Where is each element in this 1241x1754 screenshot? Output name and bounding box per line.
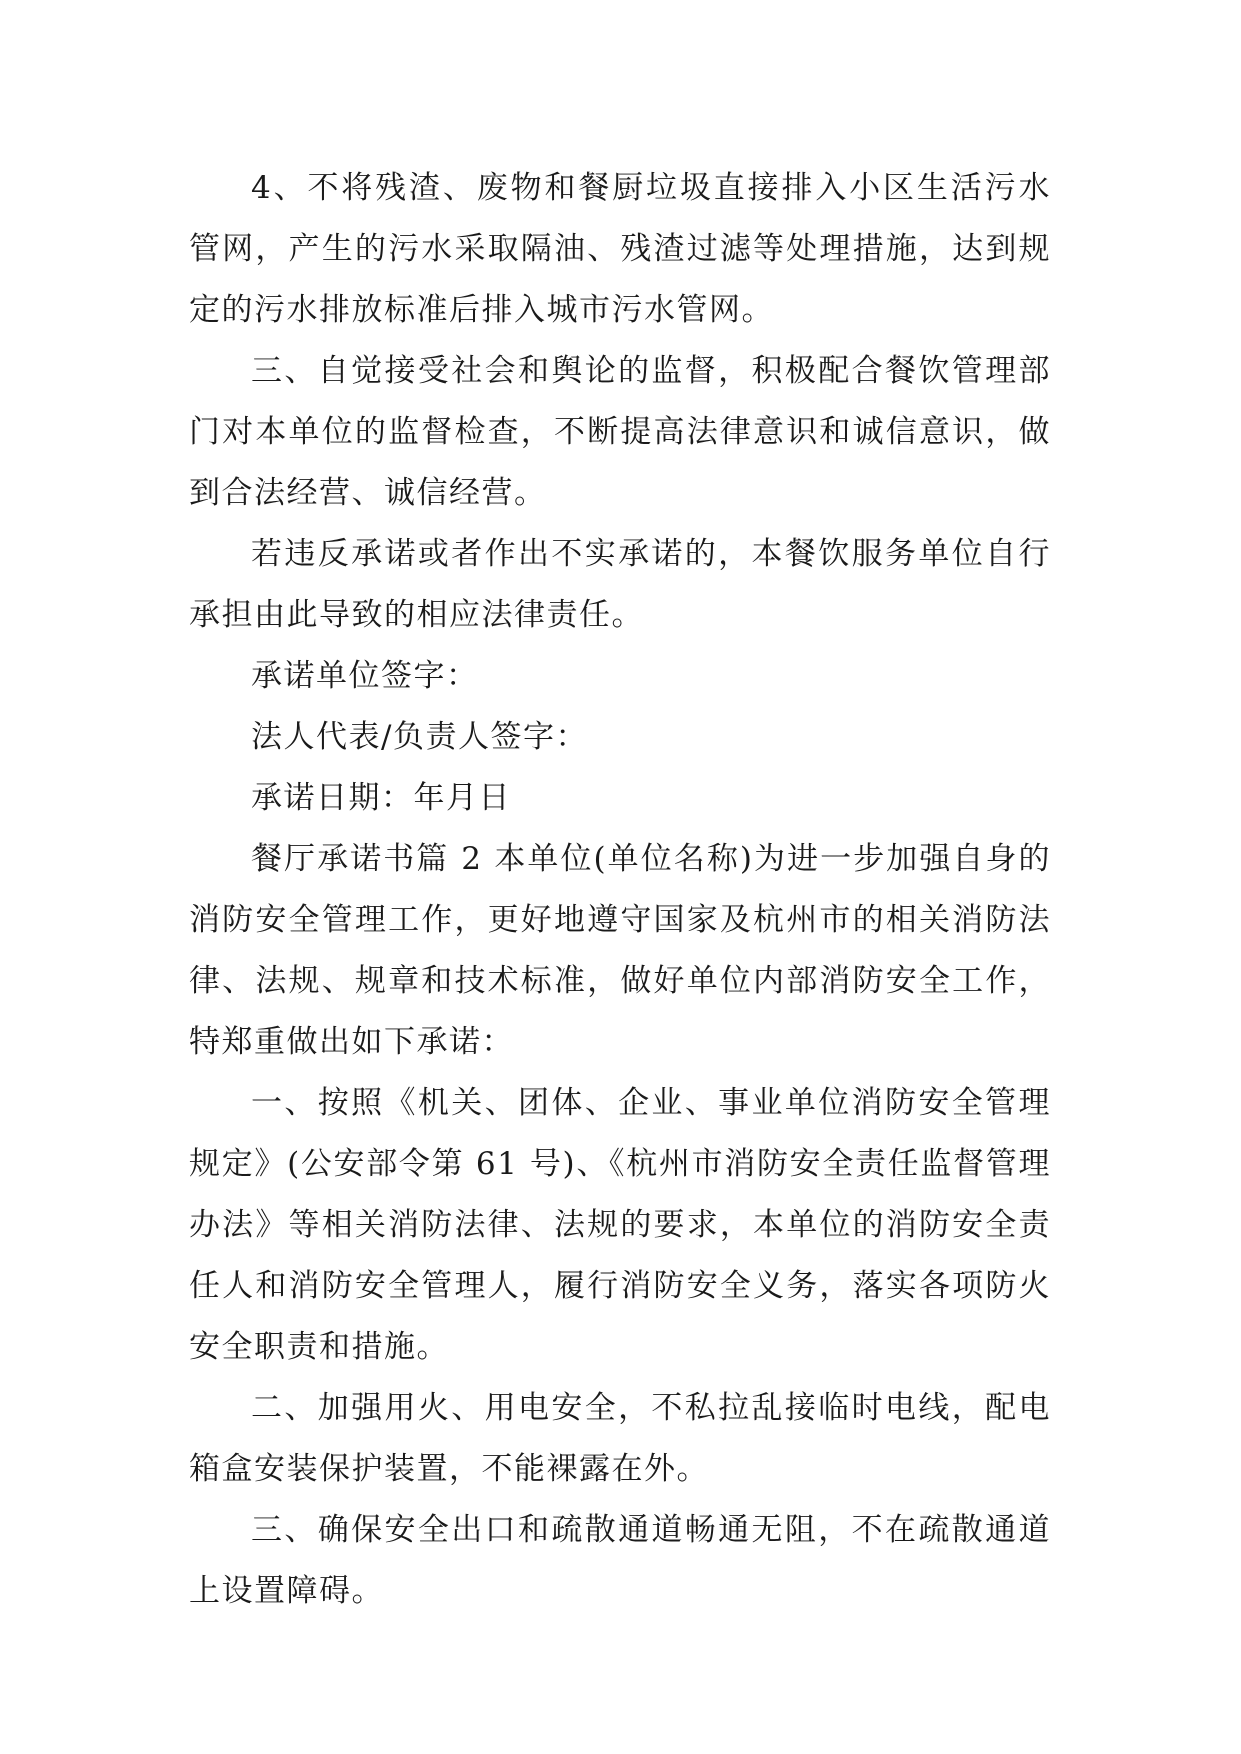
signature-representative-line: 法人代表/负责人签字： [251,719,588,755]
document-body [189,158,1051,1622]
commitment-date-line: 承诺日期：年月日 [251,780,511,816]
paragraph-part2-intro: 餐厅承诺书篇 2 本单位(单位名称)为进一步加强自身的消防安全管理工作，更好地遵守国家及杭州市的相关消防法律、法规、规章和技术标准，做好单位内部消防安全工作，特郑重做出如下承诺： [189,841,1051,1060]
paragraph-liability: 若违反承诺或者作出不实承诺的，本餐饮服务单位自行承担由此导致的相应法律责任。 [189,536,1051,633]
signature-unit-line: 承诺单位签字： [251,658,479,694]
paragraph-evacuation-routes: 三、确保安全出口和疏散通道畅通无阻，不在疏散通道上设置障碍。 [189,1512,1051,1609]
paragraph-fire-regulations: 一、按照《机关、团体、企业、事业单位消防安全管理规定》(公安部令第 61 号)、《杭州市消防安全责任监督管理办法》等相关消防法律、法规的要求，本单位的消防安全责任人和消防安全管理人，履行消防安全义务，落实各项防火安全职责和措施。 [189,1085,1051,1365]
paragraph-kitchen-waste: 4、不将残渣、废物和餐厨垃圾直接排入小区生活污水管网，产生的污水采取隔油、残渣过滤等处理措施，达到规定的污水排放标准后排入城市污水管网。 [189,170,1051,328]
paragraph-accept-supervision: 三、自觉接受社会和舆论的监督，积极配合餐饮管理部门对本单位的监督检查，不断提高法律意识和诚信意识，做到合法经营、诚信经营。 [189,353,1051,511]
paragraph-electrical-safety: 二、加强用火、用电安全，不私拉乱接临时电线，配电箱盒安装保护装置，不能裸露在外。 [189,1390,1051,1487]
